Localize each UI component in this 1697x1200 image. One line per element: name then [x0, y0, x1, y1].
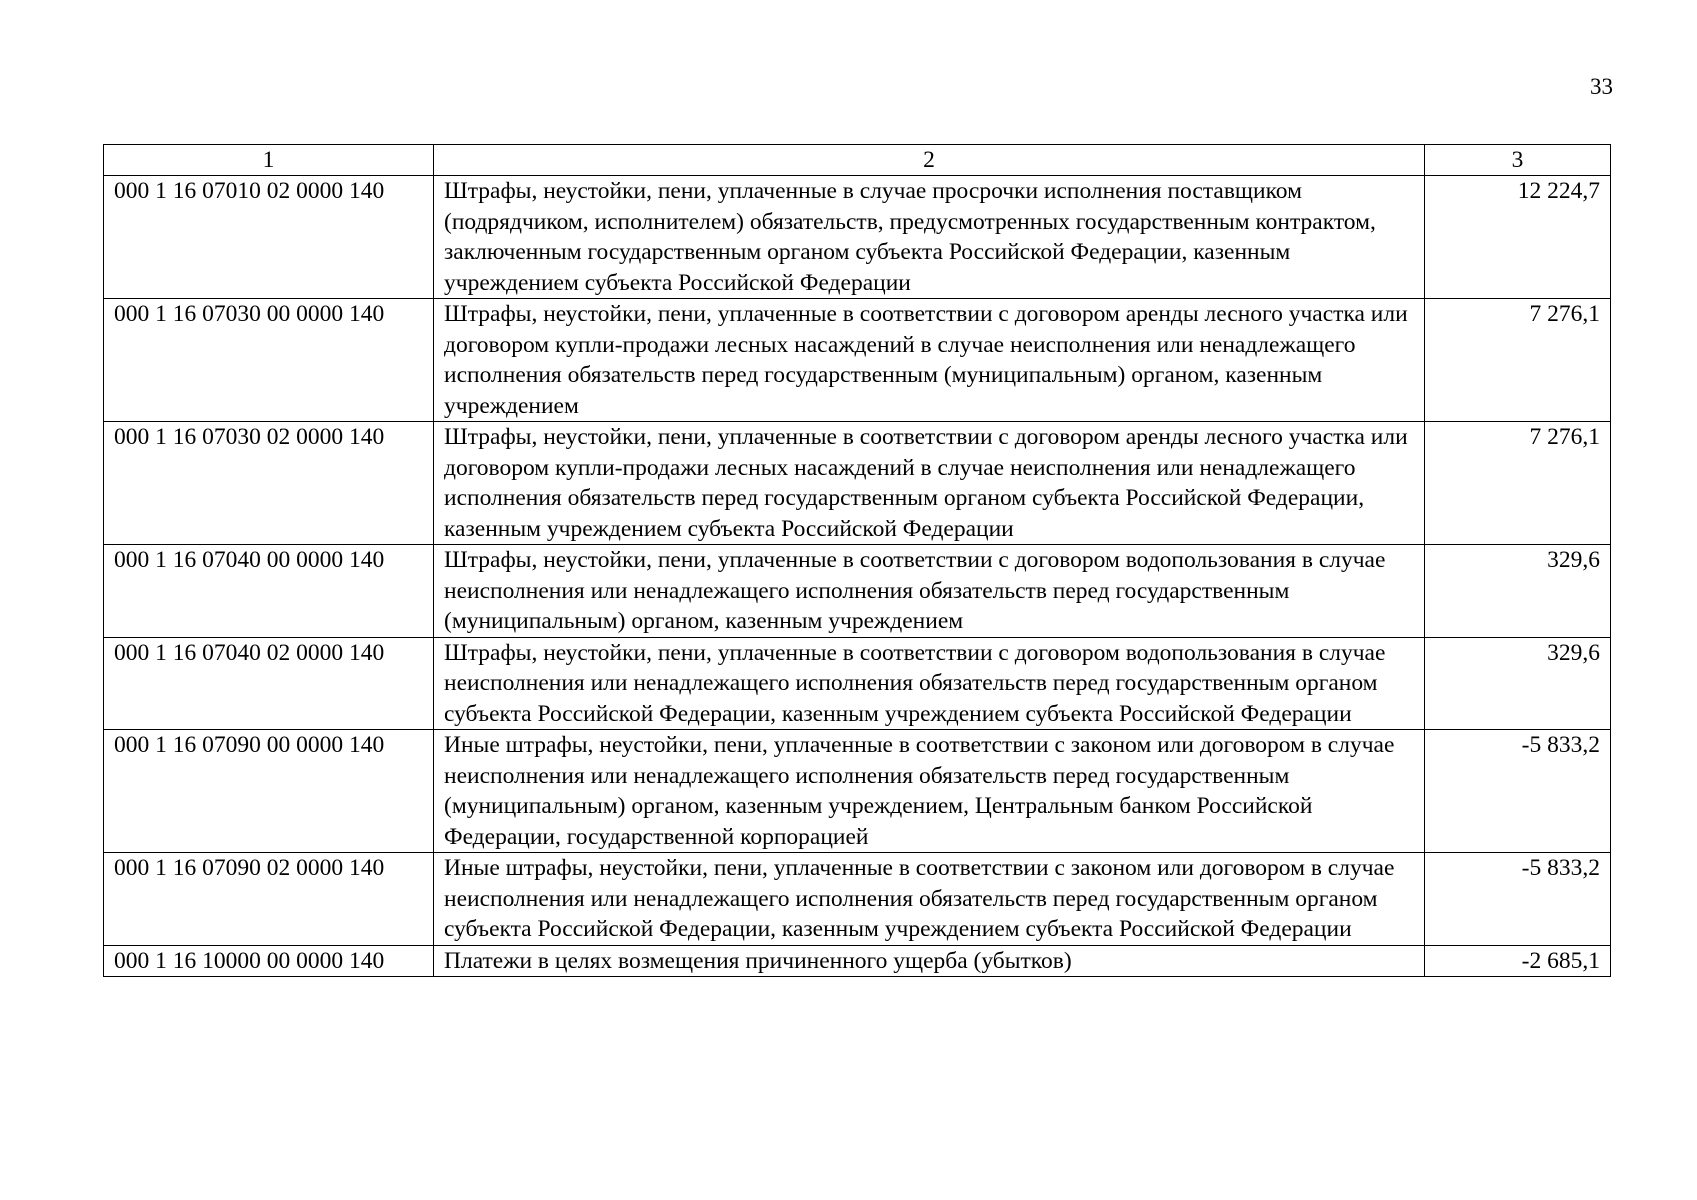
amount-cell: -2 685,1 [1425, 945, 1611, 977]
table-row [104, 422, 1611, 545]
column-header-2: 2 [434, 145, 1425, 176]
budget-revenue-table [103, 144, 1611, 977]
table-row [104, 853, 1611, 946]
amount-cell: 329,6 [1425, 637, 1611, 730]
description-cell: Штрафы, неустойки, пени, уплаченные в соответствии с договором водопользования в случае неисполнения или ненадлежащего исполнения обязательств перед государственным органом субъекта Российской Федерации, казенным учреждением субъекта Российской Федерации [434, 637, 1425, 730]
table-header-row [104, 145, 1611, 176]
budget-code-cell: 000 1 16 07040 02 0000 140 [104, 637, 434, 730]
description-cell: Платежи в целях возмещения причиненного ущерба (убытков) [434, 945, 1425, 977]
table-row [104, 299, 1611, 422]
budget-code-cell: 000 1 16 10000 00 0000 140 [104, 945, 434, 977]
amount-cell: 7 276,1 [1425, 299, 1611, 422]
table-row [104, 945, 1611, 977]
table-row [104, 545, 1611, 638]
description-cell: Иные штрафы, неустойки, пени, уплаченные в соответствии с законом или договором в случае неисполнения или ненадлежащего исполнения обязательств перед государственным органом субъекта Российской Федерации, казенным учреждением субъекта Российской Федерации [434, 853, 1425, 946]
amount-cell: -5 833,2 [1425, 853, 1611, 946]
amount-cell: 7 276,1 [1425, 422, 1611, 545]
amount-cell: 12 224,7 [1425, 176, 1611, 299]
description-cell: Штрафы, неустойки, пени, уплаченные в соответствии с договором аренды лесного участка или договором купли-продажи лесных насаждений в случае неисполнения или ненадлежащего исполнения обязательств перед государственным (муниципальным) органом, казенным учреждением [434, 299, 1425, 422]
budget-code-cell: 000 1 16 07040 00 0000 140 [104, 545, 434, 638]
budget-code-cell: 000 1 16 07030 00 0000 140 [104, 299, 434, 422]
table-row [104, 176, 1611, 299]
budget-code-cell: 000 1 16 07090 02 0000 140 [104, 853, 434, 946]
table-row [104, 637, 1611, 730]
page-number: 33 [1590, 74, 1613, 99]
amount-cell: 329,6 [1425, 545, 1611, 638]
amount-cell: -5 833,2 [1425, 730, 1611, 853]
budget-code-cell: 000 1 16 07090 00 0000 140 [104, 730, 434, 853]
budget-code-cell: 000 1 16 07010 02 0000 140 [104, 176, 434, 299]
description-cell: Штрафы, неустойки, пени, уплаченные в соответствии с договором водопользования в случае неисполнения или ненадлежащего исполнения обязательств перед государственным (муниципальным) органом, казенным учреждением [434, 545, 1425, 638]
column-header-3: 3 [1425, 145, 1611, 176]
budget-code-cell: 000 1 16 07030 02 0000 140 [104, 422, 434, 545]
description-cell: Иные штрафы, неустойки, пени, уплаченные в соответствии с законом или договором в случае неисполнения или ненадлежащего исполнения обязательств перед государственным (муниципальным) органом, казенным учреждением, Центральным банком Российской Федерации, государственной корпорацией [434, 730, 1425, 853]
column-header-1: 1 [104, 145, 434, 176]
description-cell: Штрафы, неустойки, пени, уплаченные в случае просрочки исполнения поставщиком (подрядчиком, исполнителем) обязательств, предусмотренных государственным контрактом, заключенным государственным органом субъекта Российской Федерации, казенным учреждением субъекта Российской Федерации [434, 176, 1425, 299]
table-row [104, 730, 1611, 853]
description-cell: Штрафы, неустойки, пени, уплаченные в соответствии с договором аренды лесного участка или договором купли-продажи лесных насаждений в случае неисполнения или ненадлежащего исполнения обязательств перед государственным органом субъекта Российской Федерации, казенным учреждением субъекта Российской Федерации [434, 422, 1425, 545]
